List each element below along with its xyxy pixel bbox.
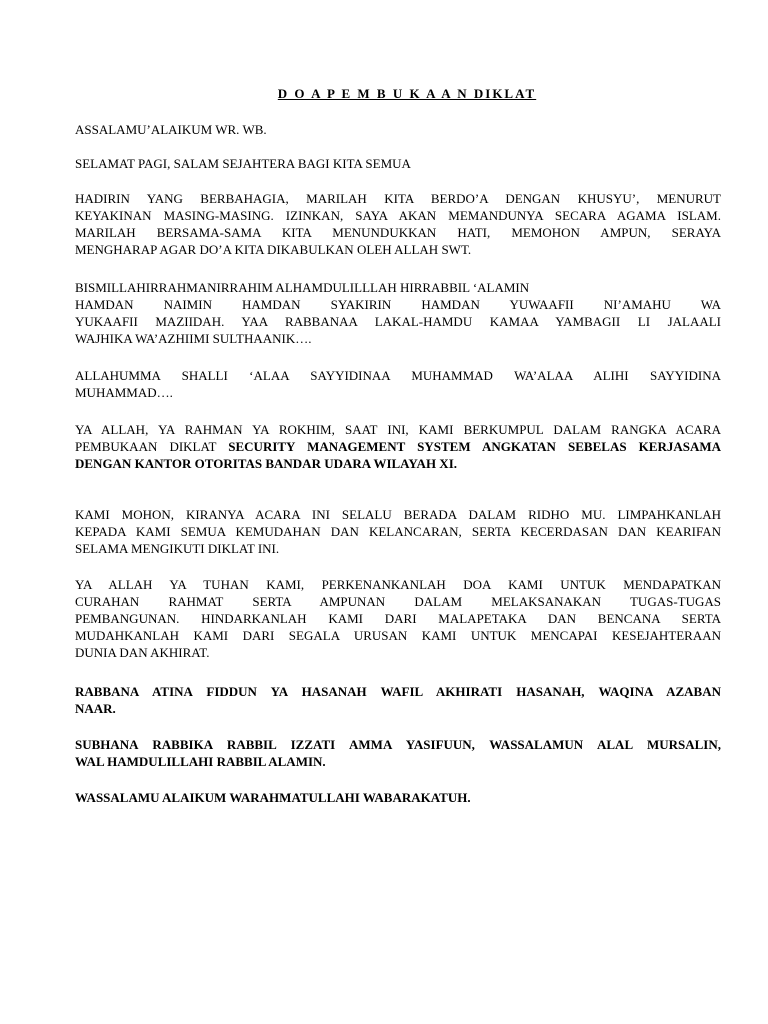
invitation-paragraph: HADIRIN YANG BERBAHAGIA, MARILAH KITA BERDO’A DENGAN KHUSYU’, MENURUT KEYAKINAN MASING-MASING. IZINKAN, SAYA AKAN MEMANDUNYA SECARA AGAMA ISLAM. MARILAH BERSAMA-SAMA KITA MENUNDUKKAN HATI, MEMOHON AMPUN, SERAYA MENGHARAP AGAR DO’A KITA DIKABULKAN OLEH ALLAH SWT. [75, 191, 721, 257]
rabbana-paragraph: RABBANA ATINA FIDDUN YA HASANAH WAFIL AKHIRATI HASANAH, WAQINA AZABAN NAAR. [75, 684, 721, 716]
opening-paragraph: YA ALLAH, YA RAHMAN YA ROKHIM, SAAT INI, KAMI BERKUMPUL DALAM RANGKA ACARA PEMBUKAAN DIKLAT SECURITY MANAGEMENT SYSTEM ANGKATAN SEBELAS KERJASAMA DENGAN KANTOR OTORITAS BANDAR UDARA WILAYAH XI. [75, 422, 722, 471]
bismillah-paragraph: BISMILLAHIRRAHMANIRRAHIM ALHAMDULILLLAH HIRRABBIL ‘ALAMIN HAMDAN NAIMIN HAMDAN SYAKIRIN HAMDAN YUWAAFII NI’AMAHU WA YUKAAFII MAZIIDAH. YAA RABBANAA LAKAL-HAMDU KAMAA YAMBAGII LI JALAALI WAJHIKA WA’AZHIIMI SULTHAANIK…. [75, 280, 721, 346]
shalawat-paragraph: ALLAHUMMA SHALLI ‘ALAA SAYYIDINAA MUHAMMAD WA’ALAA ALIHI SAYYIDINA MUHAMMAD…. [75, 368, 721, 400]
greeting-paragraph: ASSALAMU’ALAIKUM WR. WB. [75, 122, 267, 137]
program-name: SECURITY MANAGEMENT SYSTEM ANGKATAN SEBELAS KERJASAMA [228, 439, 722, 454]
request-paragraph: KAMI MOHON, KIRANYA ACARA INI SELALU BERADA DALAM RIDHO MU. LIMPAHKANLAH KEPADA KAMI SEMUA KEMUDAHAN DAN KELANCARAN, SERTA KECERDASAN DAN KEARIFAN SELAMA MENGIKUTI DIKLAT INI. [75, 507, 721, 556]
welcome-paragraph: SELAMAT PAGI, SALAM SEJAHTERA BAGI KITA SEMUA [75, 156, 411, 171]
document-title: D O A P E M B U K A A N DIKLAT [277, 86, 537, 101]
prayer-paragraph: YA ALLAH YA TUHAN KAMI, PERKENANKANLAH DOA KAMI UNTUK MENDAPATKAN CURAHAN RAHMAT SERTA AMPUNAN DALAM MELAKSANAKAN TUGAS-TUGAS PEMBANGUNAN. HINDARKANLAH KAMI DARI MALAPETAKA DAN BENCANA SERTA MUDAHKANLAH KAMI DARI SEGALA URUSAN KAMI UNTUK MENCAPAI KESEJAHTERAAN DUNIA DAN AKHIRAT. [75, 577, 721, 660]
farewell-paragraph: WASSALAMU ALAIKUM WARAHMATULLAHI WABARAKATUH. [75, 790, 471, 805]
closing-prayer-paragraph: SUBHANA RABBIKA RABBIL IZZATI AMMA YASIFUUN, WASSALAMUN ALAL MURSALIN, WAL HAMDULILLAHI RABBIL ALAMIN. [75, 737, 721, 769]
